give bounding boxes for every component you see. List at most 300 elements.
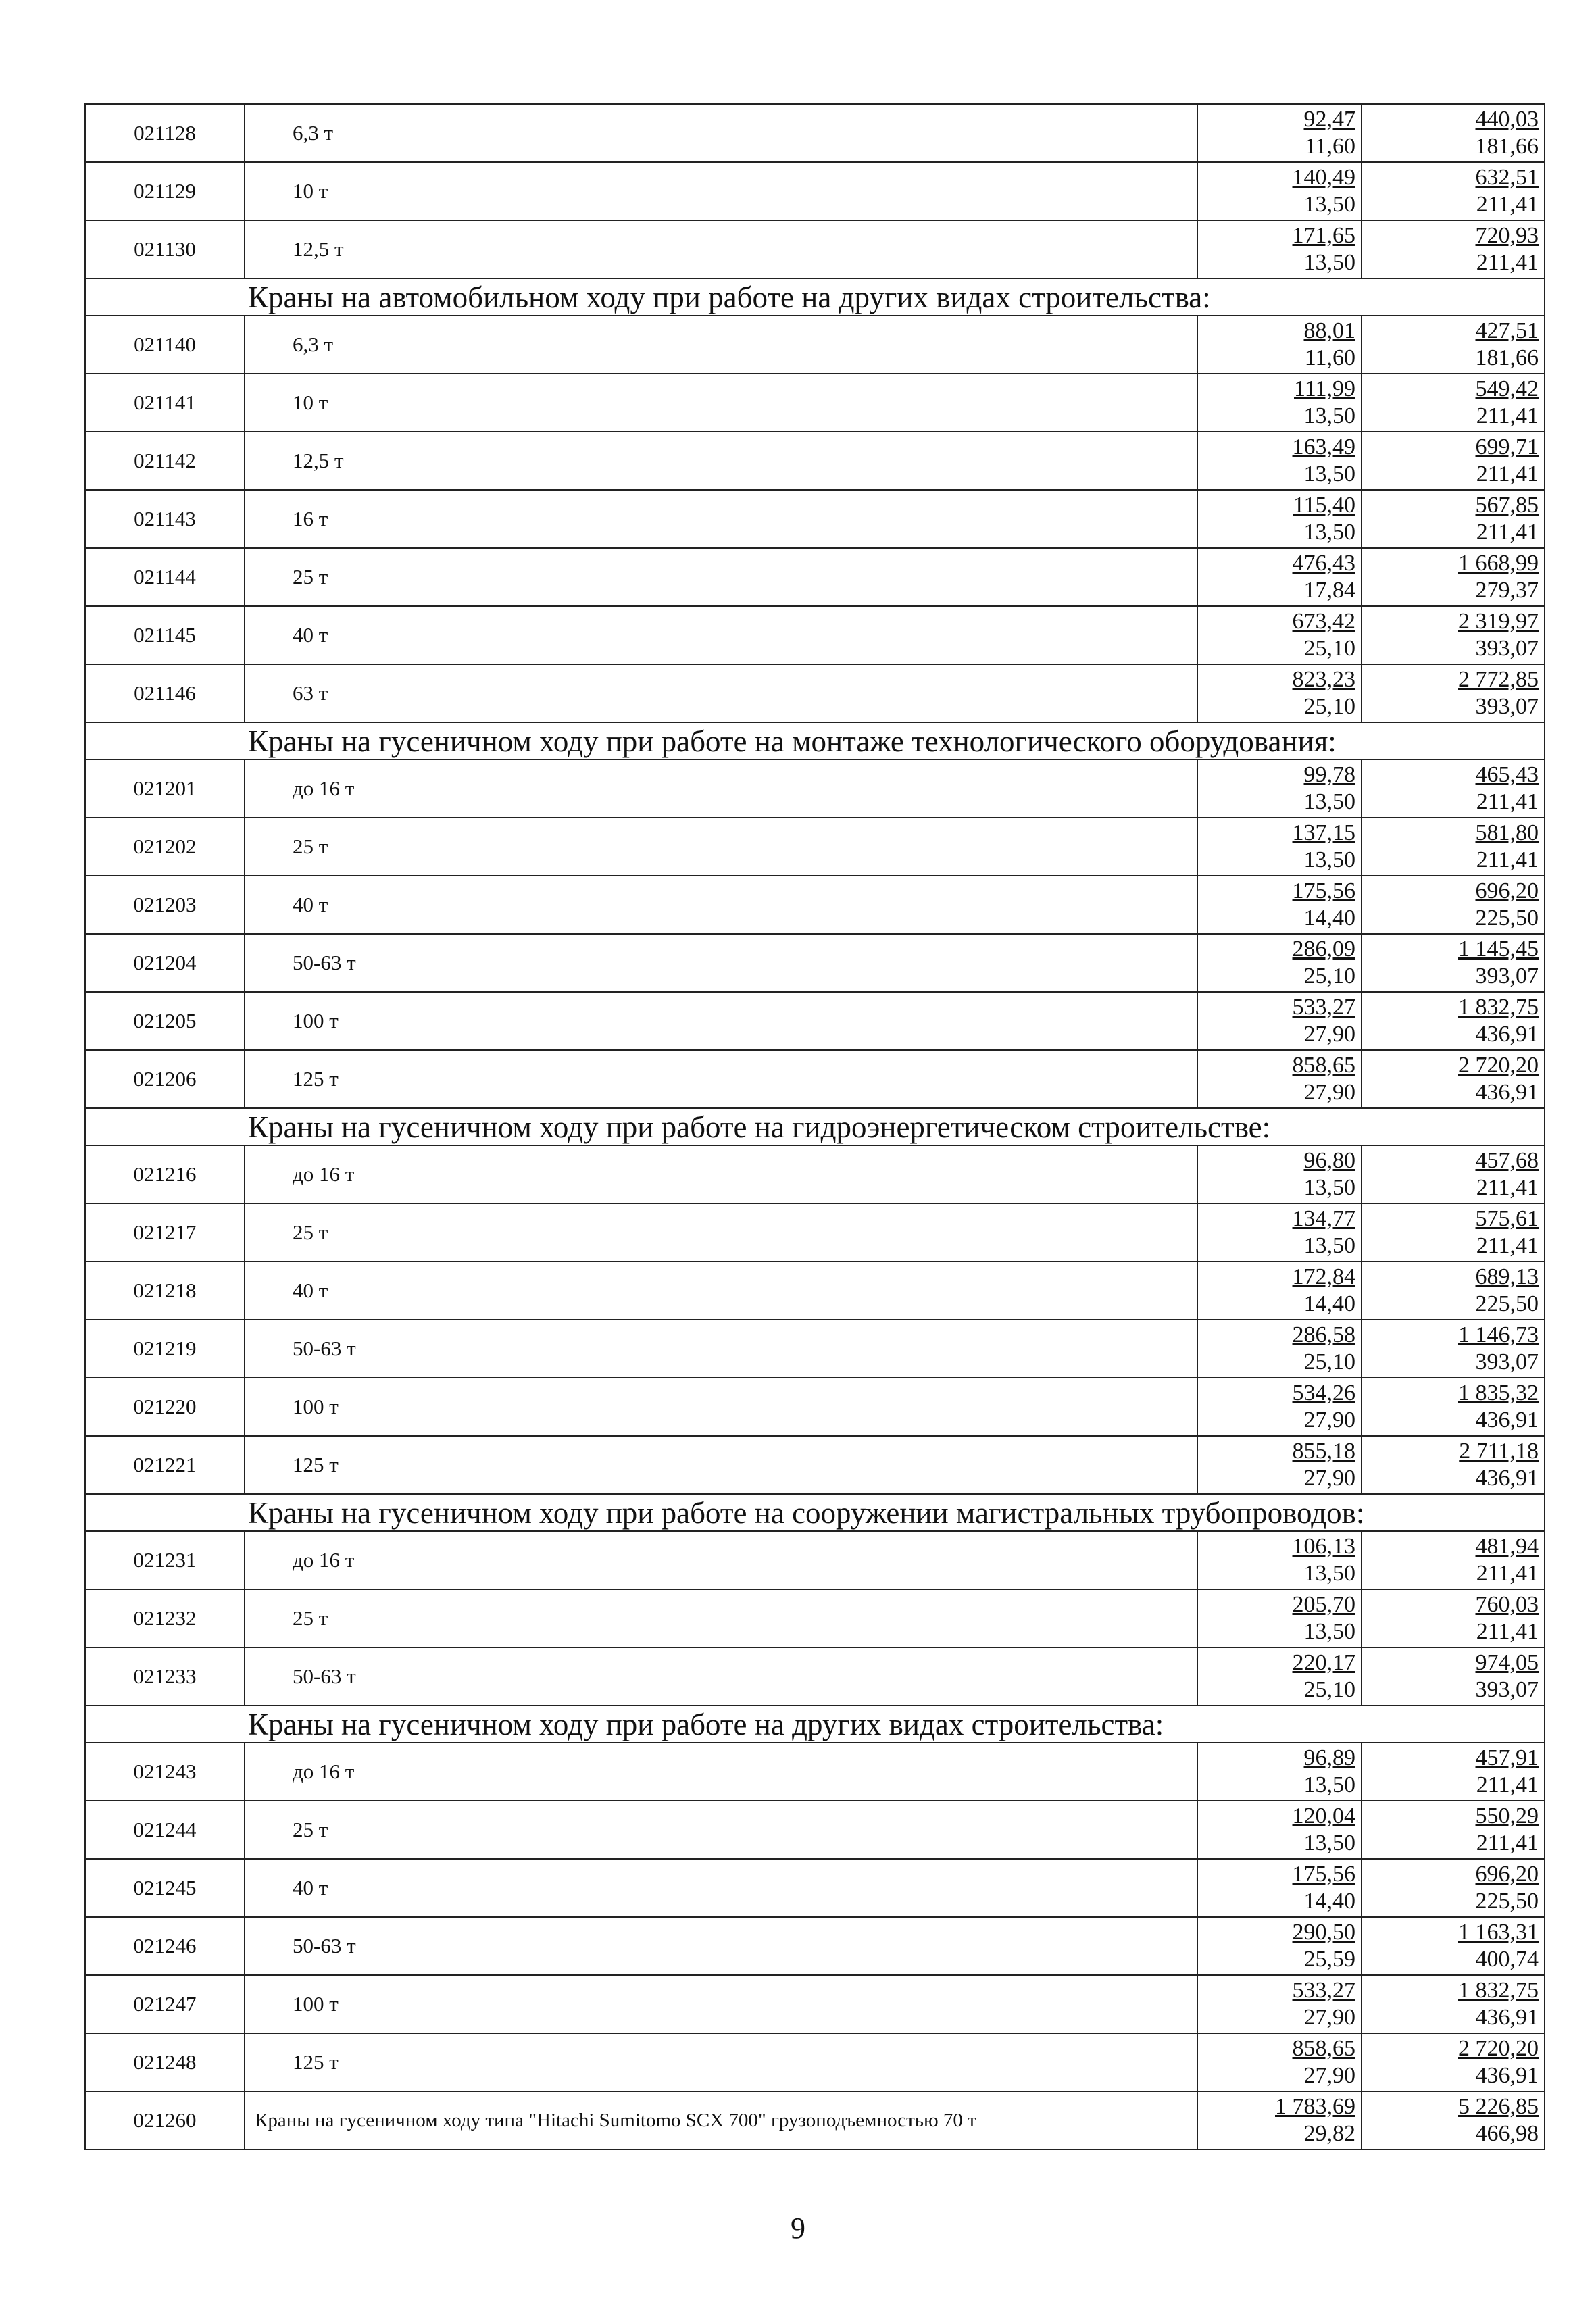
section-header-row — [85, 1706, 1545, 1743]
price-value-bottom: 11,60 — [1304, 345, 1355, 370]
price-cell-machine — [1197, 1743, 1362, 1801]
price-cell-machine — [1197, 548, 1362, 606]
price-cell-machine — [1197, 1531, 1362, 1589]
table-row — [85, 760, 1545, 818]
price-value-top: 290,50 — [1292, 1920, 1355, 1945]
resource-code: 021140 — [85, 316, 245, 374]
price-value-top: 140,49 — [1292, 165, 1355, 190]
price-value-top: 476,43 — [1292, 551, 1355, 576]
price-value-bottom: 211,41 — [1476, 1619, 1539, 1644]
table-row — [85, 2033, 1545, 2091]
price-value-bottom: 211,41 — [1476, 192, 1539, 217]
price-value-top: 163,49 — [1292, 434, 1355, 459]
section-header-row — [85, 722, 1545, 760]
price-cell-total — [1362, 490, 1545, 548]
price-value-bottom: 211,41 — [1476, 250, 1539, 275]
table-row — [85, 876, 1545, 934]
price-value-bottom: 211,41 — [1476, 403, 1539, 428]
price-value-top: 2 772,85 — [1458, 667, 1539, 692]
price-value-bottom: 466,98 — [1475, 2121, 1539, 2146]
resource-description: 40 т — [245, 606, 1197, 664]
table-row — [85, 104, 1545, 162]
resource-description: 50-63 т — [245, 1917, 1197, 1975]
price-cell-machine — [1197, 1917, 1362, 1975]
price-value-top: 696,20 — [1475, 1862, 1539, 1887]
resource-description: 50-63 т — [245, 1320, 1197, 1378]
table-row — [85, 1378, 1545, 1436]
resource-code: 021128 — [85, 104, 245, 162]
section-header: Краны на гусеничном ходу при работе на других видах строительства: — [85, 1706, 1545, 1743]
resource-description: 10 т — [245, 162, 1197, 220]
price-cell-machine — [1197, 432, 1362, 490]
resource-description: 25 т — [245, 818, 1197, 876]
price-value-bottom: 279,37 — [1475, 578, 1539, 603]
table-row — [85, 1203, 1545, 1262]
resource-code: 021130 — [85, 220, 245, 278]
price-cell-machine — [1197, 934, 1362, 992]
table-row — [85, 664, 1545, 722]
resource-code: 021146 — [85, 664, 245, 722]
price-cell-machine — [1197, 664, 1362, 722]
table-row — [85, 1262, 1545, 1320]
resource-description: 100 т — [245, 1975, 1197, 2033]
price-value-bottom: 17,84 — [1303, 578, 1355, 603]
resource-code: 021201 — [85, 760, 245, 818]
resource-description: 10 т — [245, 374, 1197, 432]
price-cell-machine — [1197, 1647, 1362, 1706]
price-value-top: 205,70 — [1292, 1592, 1355, 1617]
table-row — [85, 1589, 1545, 1647]
price-value-top: 96,89 — [1303, 1745, 1355, 1770]
price-value-top: 2 720,20 — [1458, 1053, 1539, 1078]
resource-description: 12,5 т — [245, 432, 1197, 490]
resource-description: 125 т — [245, 1436, 1197, 1494]
price-value-top: 823,23 — [1292, 667, 1355, 692]
price-value-bottom: 29,82 — [1303, 2121, 1355, 2146]
table-row — [85, 432, 1545, 490]
price-cell-machine — [1197, 606, 1362, 664]
price-value-bottom: 225,50 — [1475, 1889, 1539, 1914]
price-value-bottom: 211,41 — [1476, 1561, 1539, 1586]
price-value-bottom: 13,50 — [1303, 847, 1355, 872]
table-row — [85, 1436, 1545, 1494]
price-value-top: 533,27 — [1292, 1978, 1355, 2003]
section-header-row — [85, 1108, 1545, 1145]
price-cell-machine — [1197, 1262, 1362, 1320]
price-value-top: 720,93 — [1475, 223, 1539, 248]
price-cell-total — [1362, 2033, 1545, 2091]
price-value-bottom: 225,50 — [1475, 1291, 1539, 1316]
price-value-top: 855,18 — [1292, 1439, 1355, 1464]
price-cell-machine — [1197, 1436, 1362, 1494]
table-row — [85, 220, 1545, 278]
table-row — [85, 2091, 1545, 2149]
section-header-row — [85, 278, 1545, 316]
price-value-top: 2 711,18 — [1459, 1439, 1539, 1464]
resource-description: 25 т — [245, 548, 1197, 606]
price-value-top: 1 783,69 — [1275, 2094, 1355, 2119]
price-value-top: 457,68 — [1475, 1148, 1539, 1173]
page-number: 9 — [791, 2212, 805, 2245]
price-cell-machine — [1197, 104, 1362, 162]
price-value-bottom: 436,91 — [1475, 2005, 1539, 2030]
price-cell-machine — [1197, 1203, 1362, 1262]
price-value-top: 5 226,85 — [1458, 2094, 1539, 2119]
price-value-bottom: 211,41 — [1476, 789, 1539, 814]
resource-code: 021204 — [85, 934, 245, 992]
price-cell-machine — [1197, 220, 1362, 278]
resource-code: 021244 — [85, 1801, 245, 1859]
price-value-top: 673,42 — [1292, 609, 1355, 634]
price-cell-total — [1362, 1917, 1545, 1975]
price-cell-total — [1362, 992, 1545, 1050]
price-value-bottom: 436,91 — [1475, 2063, 1539, 2088]
price-value-top: 106,13 — [1292, 1534, 1355, 1559]
price-value-top: 1 145,45 — [1458, 937, 1539, 962]
price-value-bottom: 211,41 — [1476, 1831, 1539, 1856]
price-value-top: 175,56 — [1292, 878, 1355, 903]
price-cell-machine — [1197, 1801, 1362, 1859]
price-value-bottom: 25,59 — [1303, 1947, 1355, 1972]
price-value-bottom: 25,10 — [1303, 1677, 1355, 1702]
resource-description: 40 т — [245, 1859, 1197, 1917]
resource-code: 021141 — [85, 374, 245, 432]
price-value-bottom: 211,41 — [1476, 1772, 1539, 1797]
resource-code: 021143 — [85, 490, 245, 548]
price-value-top: 457,91 — [1475, 1745, 1539, 1770]
resource-description: 12,5 т — [245, 220, 1197, 278]
resource-description: 6,3 т — [245, 316, 1197, 374]
section-header: Краны на автомобильном ходу при работе на других видах строительства: — [85, 278, 1545, 316]
price-value-top: 858,65 — [1292, 1053, 1355, 1078]
price-cell-total — [1362, 1859, 1545, 1917]
price-value-top: 115,40 — [1293, 493, 1355, 518]
price-table — [84, 103, 1545, 2150]
price-value-top: 1 832,75 — [1458, 995, 1539, 1020]
price-value-bottom: 393,07 — [1475, 636, 1539, 661]
resource-description: 40 т — [245, 876, 1197, 934]
price-value-top: 427,51 — [1475, 318, 1539, 343]
price-value-top: 1 835,32 — [1458, 1380, 1539, 1405]
price-value-top: 465,43 — [1475, 762, 1539, 787]
price-cell-machine — [1197, 876, 1362, 934]
price-value-top: 550,29 — [1475, 1803, 1539, 1828]
price-cell-total — [1362, 104, 1545, 162]
price-value-bottom: 14,40 — [1303, 905, 1355, 930]
resource-code: 021217 — [85, 1203, 245, 1262]
table-row — [85, 1320, 1545, 1378]
price-value-top: 567,85 — [1475, 493, 1539, 518]
resource-description: до 16 т — [245, 1531, 1197, 1589]
price-value-top: 1 146,73 — [1458, 1322, 1539, 1347]
price-value-top: 120,04 — [1292, 1803, 1355, 1828]
price-cell-total — [1362, 1589, 1545, 1647]
price-value-bottom: 211,41 — [1476, 1233, 1539, 1258]
price-value-top: 171,65 — [1292, 223, 1355, 248]
resource-code: 021202 — [85, 818, 245, 876]
price-value-top: 440,03 — [1475, 107, 1539, 132]
price-cell-total — [1362, 1436, 1545, 1494]
price-value-bottom: 27,90 — [1303, 1466, 1355, 1491]
table-row — [85, 1743, 1545, 1801]
table-row — [85, 490, 1545, 548]
resource-code: 021205 — [85, 992, 245, 1050]
price-value-bottom: 211,41 — [1476, 1175, 1539, 1200]
price-value-bottom: 14,40 — [1303, 1291, 1355, 1316]
price-value-bottom: 13,50 — [1303, 789, 1355, 814]
price-cell-machine — [1197, 1975, 1362, 2033]
table-row — [85, 1801, 1545, 1859]
resource-code: 021246 — [85, 1917, 245, 1975]
price-value-bottom: 13,50 — [1303, 1619, 1355, 1644]
price-value-top: 696,20 — [1475, 878, 1539, 903]
price-value-bottom: 13,50 — [1303, 192, 1355, 217]
price-value-bottom: 211,41 — [1476, 462, 1539, 487]
price-value-bottom: 13,50 — [1303, 1831, 1355, 1856]
table-row — [85, 1647, 1545, 1706]
price-value-top: 286,58 — [1292, 1322, 1355, 1347]
table-row — [85, 934, 1545, 992]
resource-description: 25 т — [245, 1801, 1197, 1859]
price-value-top: 92,47 — [1303, 107, 1355, 132]
price-value-top: 581,80 — [1475, 820, 1539, 845]
table-row — [85, 1975, 1545, 2033]
price-cell-total — [1362, 2091, 1545, 2149]
price-value-bottom: 436,91 — [1475, 1080, 1539, 1105]
resource-description: 50-63 т — [245, 1647, 1197, 1706]
resource-code: 021260 — [85, 2091, 245, 2149]
price-value-bottom: 13,50 — [1303, 1233, 1355, 1258]
price-value-top: 134,77 — [1292, 1206, 1355, 1231]
price-cell-total — [1362, 1145, 1545, 1203]
price-value-bottom: 393,07 — [1475, 694, 1539, 719]
resource-code: 021145 — [85, 606, 245, 664]
table-row — [85, 1859, 1545, 1917]
resource-code: 021216 — [85, 1145, 245, 1203]
section-header-row — [85, 1494, 1545, 1531]
resource-description: Краны на гусеничном ходу типа "Hitachi Sumitomo SCX 700" грузоподъемностью 70 т — [245, 2091, 1197, 2149]
price-cell-machine — [1197, 316, 1362, 374]
price-value-top: 1 668,99 — [1458, 551, 1539, 576]
resource-code: 021203 — [85, 876, 245, 934]
resource-code: 021233 — [85, 1647, 245, 1706]
price-cell-machine — [1197, 818, 1362, 876]
price-value-top: 481,94 — [1475, 1534, 1539, 1559]
resource-code: 021232 — [85, 1589, 245, 1647]
resource-code: 021129 — [85, 162, 245, 220]
price-value-bottom: 27,90 — [1303, 2063, 1355, 2088]
table-row — [85, 1917, 1545, 1975]
resource-code: 021218 — [85, 1262, 245, 1320]
resource-description: 6,3 т — [245, 104, 1197, 162]
price-value-bottom: 25,10 — [1303, 636, 1355, 661]
price-value-bottom: 25,10 — [1303, 694, 1355, 719]
price-value-top: 632,51 — [1475, 165, 1539, 190]
resource-code: 021231 — [85, 1531, 245, 1589]
resource-description: 125 т — [245, 1050, 1197, 1108]
price-value-bottom: 13,50 — [1303, 1772, 1355, 1797]
table-row — [85, 992, 1545, 1050]
resource-code: 021206 — [85, 1050, 245, 1108]
price-cell-total — [1362, 1531, 1545, 1589]
price-cell-total — [1362, 1320, 1545, 1378]
price-cell-total — [1362, 606, 1545, 664]
price-cell-total — [1362, 818, 1545, 876]
price-cell-total — [1362, 664, 1545, 722]
price-cell-machine — [1197, 760, 1362, 818]
resource-description: 50-63 т — [245, 934, 1197, 992]
price-value-top: 220,17 — [1292, 1650, 1355, 1675]
price-value-top: 549,42 — [1475, 376, 1539, 401]
price-value-top: 111,99 — [1294, 376, 1355, 401]
price-value-bottom: 13,50 — [1303, 403, 1355, 428]
price-value-top: 99,78 — [1303, 762, 1355, 787]
price-value-top: 533,27 — [1292, 995, 1355, 1020]
resource-code: 021142 — [85, 432, 245, 490]
table-row — [85, 1050, 1545, 1108]
price-value-top: 974,05 — [1475, 1650, 1539, 1675]
price-value-bottom: 225,50 — [1475, 905, 1539, 930]
price-cell-total — [1362, 1975, 1545, 2033]
resource-code: 021243 — [85, 1743, 245, 1801]
price-value-top: 172,84 — [1292, 1264, 1355, 1289]
resource-description: 16 т — [245, 490, 1197, 548]
price-cell-machine — [1197, 1320, 1362, 1378]
price-cell-machine — [1197, 162, 1362, 220]
price-cell-total — [1362, 432, 1545, 490]
resource-code: 021245 — [85, 1859, 245, 1917]
price-value-bottom: 25,10 — [1303, 964, 1355, 989]
price-cell-total — [1362, 1262, 1545, 1320]
price-value-bottom: 14,40 — [1303, 1889, 1355, 1914]
price-value-top: 2 319,97 — [1458, 609, 1539, 634]
resource-description: до 16 т — [245, 1743, 1197, 1801]
price-value-top: 689,13 — [1475, 1264, 1539, 1289]
price-value-bottom: 181,66 — [1475, 134, 1539, 159]
price-cell-total — [1362, 1743, 1545, 1801]
price-value-bottom: 436,91 — [1475, 1408, 1539, 1433]
price-value-bottom: 13,50 — [1303, 250, 1355, 275]
resource-code: 021219 — [85, 1320, 245, 1378]
price-value-top: 858,65 — [1292, 2036, 1355, 2061]
table-row — [85, 1145, 1545, 1203]
price-value-top: 175,56 — [1292, 1862, 1355, 1887]
price-cell-total — [1362, 162, 1545, 220]
price-value-bottom: 436,91 — [1475, 1466, 1539, 1491]
table-row — [85, 1531, 1545, 1589]
resource-description: 40 т — [245, 1262, 1197, 1320]
price-value-top: 96,80 — [1303, 1148, 1355, 1173]
price-cell-machine — [1197, 374, 1362, 432]
table-row — [85, 606, 1545, 664]
table-row — [85, 374, 1545, 432]
price-value-top: 1 832,75 — [1458, 1978, 1539, 2003]
resource-description: 100 т — [245, 1378, 1197, 1436]
price-value-top: 575,61 — [1475, 1206, 1539, 1231]
price-value-bottom: 393,07 — [1475, 1349, 1539, 1374]
price-value-bottom: 27,90 — [1303, 2005, 1355, 2030]
resource-code: 021248 — [85, 2033, 245, 2091]
price-value-top: 286,09 — [1292, 937, 1355, 962]
resource-code: 021221 — [85, 1436, 245, 1494]
resource-description: 100 т — [245, 992, 1197, 1050]
price-value-bottom: 25,10 — [1303, 1349, 1355, 1374]
price-cell-total — [1362, 1378, 1545, 1436]
price-cell-total — [1362, 1801, 1545, 1859]
price-value-bottom: 13,50 — [1303, 520, 1355, 545]
price-cell-total — [1362, 316, 1545, 374]
price-cell-machine — [1197, 1589, 1362, 1647]
resource-description: 63 т — [245, 664, 1197, 722]
resource-description: 125 т — [245, 2033, 1197, 2091]
resource-description: до 16 т — [245, 1145, 1197, 1203]
table-row — [85, 316, 1545, 374]
price-cell-total — [1362, 1647, 1545, 1706]
price-cell-machine — [1197, 2091, 1362, 2149]
price-value-bottom: 393,07 — [1475, 1677, 1539, 1702]
price-cell-machine — [1197, 490, 1362, 548]
price-value-bottom: 436,91 — [1475, 1022, 1539, 1047]
price-cell-total — [1362, 1203, 1545, 1262]
price-value-bottom: 13,50 — [1303, 462, 1355, 487]
price-value-top: 137,15 — [1292, 820, 1355, 845]
price-cell-total — [1362, 1050, 1545, 1108]
price-cell-machine — [1197, 1050, 1362, 1108]
table-row — [85, 548, 1545, 606]
resource-description: 25 т — [245, 1589, 1197, 1647]
resource-description: 25 т — [245, 1203, 1197, 1262]
price-value-top: 760,03 — [1475, 1592, 1539, 1617]
price-value-top: 699,71 — [1475, 434, 1539, 459]
table-row — [85, 162, 1545, 220]
resource-code: 021220 — [85, 1378, 245, 1436]
table-row — [85, 818, 1545, 876]
price-value-top: 534,26 — [1292, 1380, 1355, 1405]
price-value-bottom: 27,90 — [1303, 1022, 1355, 1047]
price-cell-total — [1362, 760, 1545, 818]
price-value-bottom: 393,07 — [1475, 964, 1539, 989]
price-cell-machine — [1197, 1145, 1362, 1203]
price-value-bottom: 211,41 — [1476, 520, 1539, 545]
price-cell-machine — [1197, 1859, 1362, 1917]
price-value-bottom: 181,66 — [1475, 345, 1539, 370]
price-value-bottom: 13,50 — [1303, 1175, 1355, 1200]
section-header: Краны на гусеничном ходу при работе на сооружении магистральных трубопроводов: — [85, 1494, 1545, 1531]
resource-code: 021144 — [85, 548, 245, 606]
resource-description: до 16 т — [245, 760, 1197, 818]
price-cell-total — [1362, 374, 1545, 432]
resource-code: 021247 — [85, 1975, 245, 2033]
price-value-bottom: 27,90 — [1303, 1408, 1355, 1433]
price-value-bottom: 400,74 — [1475, 1947, 1539, 1972]
price-cell-total — [1362, 548, 1545, 606]
price-value-top: 1 163,31 — [1458, 1920, 1539, 1945]
price-cell-machine — [1197, 1378, 1362, 1436]
price-value-top: 2 720,20 — [1458, 2036, 1539, 2061]
price-value-bottom: 27,90 — [1303, 1080, 1355, 1105]
section-header: Краны на гусеничном ходу при работе на монтаже технологического оборудования: — [85, 722, 1545, 760]
section-header: Краны на гусеничном ходу при работе на гидроэнергетическом строительстве: — [85, 1108, 1545, 1145]
price-cell-total — [1362, 876, 1545, 934]
price-cell-machine — [1197, 2033, 1362, 2091]
price-cell-total — [1362, 220, 1545, 278]
price-value-bottom: 11,60 — [1304, 134, 1355, 159]
price-cell-machine — [1197, 992, 1362, 1050]
price-value-bottom: 13,50 — [1303, 1561, 1355, 1586]
price-cell-total — [1362, 934, 1545, 992]
price-value-top: 88,01 — [1303, 318, 1355, 343]
price-value-bottom: 211,41 — [1476, 847, 1539, 872]
